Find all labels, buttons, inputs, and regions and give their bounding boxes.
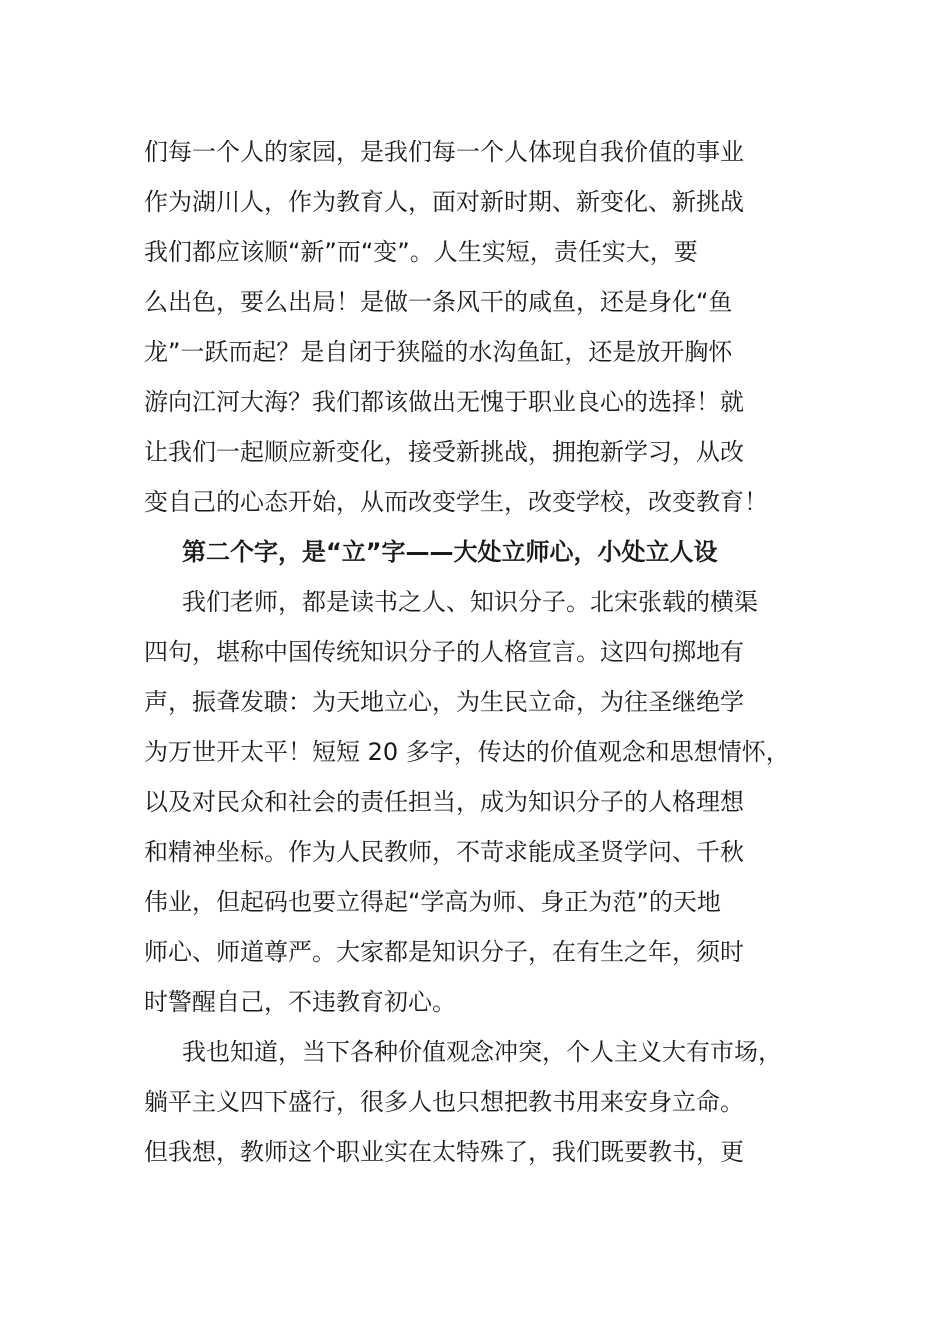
paragraph — [144, 577, 844, 1027]
paragraph — [144, 1027, 844, 1177]
text-line: 作为湖川人，作为教育人，面对新时期、新变化、新挑战 — [144, 188, 744, 216]
text-line: 但我想，教师这个职业实在太特殊了，我们既要教书，更 — [144, 1138, 744, 1166]
text-line: 为万世开太平！短短 20 多字，传达的价值观念和思想情怀， — [144, 738, 790, 766]
text-line: 师心、师道尊严。大家都是知识分子，在有生之年，须时 — [144, 938, 744, 966]
text-line: 我也知道，当下各种价值观念冲突，个人主义大有市场， — [182, 1038, 782, 1066]
text-line: 声，振聋发聩：为天地立心，为生民立命，为往圣继绝学 — [144, 688, 744, 716]
text-line: 游向江河大海？我们都该做出无愧于职业良心的选择！就 — [144, 388, 744, 416]
text-line: 以及对民众和社会的责任担当，成为知识分子的人格理想 — [144, 788, 744, 816]
text-line: 么出色，要么出局！是做一条风干的咸鱼，还是身化“鱼 — [144, 288, 733, 316]
text-line: 四句，堪称中国传统知识分子的人格宣言。这四句掷地有 — [144, 638, 744, 666]
paragraph — [144, 127, 844, 527]
text-line: 时警醒自己，不违教育初心。 — [144, 988, 456, 1016]
text-line: 和精神坐标。作为人民教师，不苛求能成圣贤学问、千秋 — [144, 838, 744, 866]
text-line: 变自己的心态开始，从而改变学生，改变学校，改变教育！ — [144, 488, 768, 516]
text-line: 我们老师，都是读书之人、知识分子。北宋张载的横渠 — [182, 588, 758, 616]
text-line: 躺平主义四下盛行，很多人也只想把教书用来安身立命。 — [144, 1088, 744, 1116]
section-heading — [144, 527, 844, 577]
document-body — [144, 127, 844, 1177]
text-line: 伟业，但起码也要立得起“学高为师、身正为范”的天地 — [144, 888, 721, 916]
text-line: 我们都应该顺“新”而“变”。人生实短，责任实大，要 — [144, 238, 698, 266]
text-line: 龙”一跃而起？是自闭于狭隘的水沟鱼缸，还是放开胸怀 — [144, 338, 733, 366]
text-line: 们每一个人的家园，是我们每一个人体现自我价值的事业 — [144, 138, 744, 166]
heading-line: 第二个字，是“立”字——大处立师心，小处立人设 — [182, 538, 718, 566]
text-line: 让我们一起顺应新变化，接受新挑战，拥抱新学习，从改 — [144, 438, 744, 466]
